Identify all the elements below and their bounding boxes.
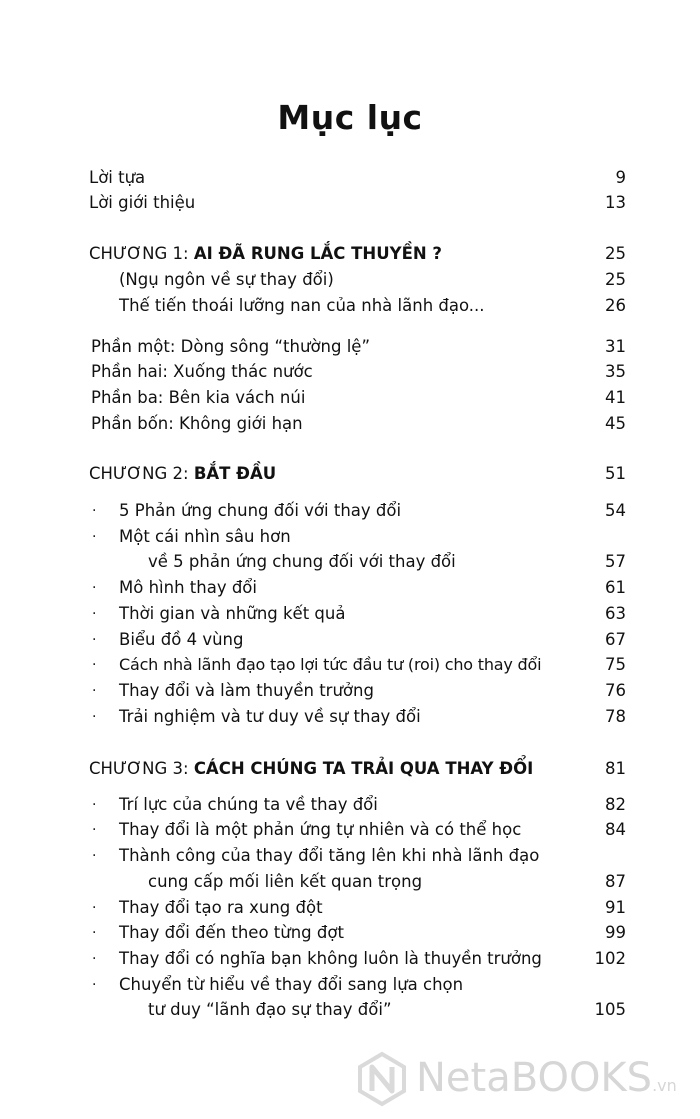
toc-page-number: 84 [605, 820, 626, 839]
chapter-title: BẮT ĐẦU [193, 464, 277, 483]
toc-page-number: 25 [605, 244, 626, 263]
toc-entry-continuation [0, 550, 700, 574]
toc-entry [0, 294, 700, 318]
toc-chapter-heading [0, 757, 700, 781]
toc-entry-title: Biểu đồ 4 vùng [119, 630, 244, 649]
toc-entry-title: Thay đổi tạo ra xung đột [119, 898, 323, 917]
toc-entry-title: Thế tiến thoái lưỡng nan của nhà lãnh đạo... [119, 296, 485, 315]
toc-entry [0, 705, 700, 729]
bullet-marker: · [92, 822, 97, 838]
toc-entry-title: Thay đổi là một phản ứng tự nhiên và có thể học [119, 820, 522, 839]
toc-page-number: 51 [605, 464, 626, 483]
bullet-marker: · [92, 951, 97, 967]
toc-entry [0, 973, 700, 997]
toc-entry [0, 653, 700, 677]
toc-page-number: 75 [605, 655, 626, 674]
bullet-marker: · [92, 925, 97, 941]
toc-entry-title: Lời tựa [89, 168, 146, 187]
watermark-brand: NetaBOOKS [416, 1055, 653, 1101]
toc-page-number: 54 [605, 501, 626, 520]
chapter-label: CHƯƠNG 2: [89, 464, 194, 483]
toc-entry-title: Phần hai: Xuống thác nước [91, 362, 313, 381]
toc-page-number: 81 [605, 759, 626, 778]
toc-entry-title: (Ngụ ngôn về sự thay đổi) [119, 270, 334, 289]
toc-entry [0, 947, 700, 971]
bullet-marker: · [92, 683, 97, 699]
toc-page-number: 9 [615, 168, 626, 187]
toc-entry-continuation [0, 998, 700, 1022]
page-title: Mục lục [277, 98, 423, 137]
toc-entry [0, 360, 700, 384]
toc-entry [0, 679, 700, 703]
toc-page-number: 45 [605, 414, 626, 433]
toc-chapter-heading [0, 242, 700, 266]
toc-page-number: 26 [605, 296, 626, 315]
toc-entry-title: về 5 phản ứng chung đối với thay đổi [148, 552, 456, 571]
netabooks-watermark [354, 1049, 694, 1109]
toc-entry-title: Trải nghiệm và tư duy về sự thay đổi [119, 707, 421, 726]
toc-entry-title: tư duy “lãnh đạo sự thay đổi” [148, 1000, 392, 1019]
bullet-marker: · [92, 529, 97, 545]
toc-page-number: 91 [605, 898, 626, 917]
chapter-title: AI ĐÃ RUNG LẮC THUYỀN ? [193, 244, 442, 263]
toc-page-number: 61 [605, 578, 626, 597]
bullet-marker: · [92, 657, 97, 673]
toc-page-number: 13 [605, 193, 626, 212]
toc-entry-title: Phần bốn: Không giới hạn [91, 414, 303, 433]
toc-page-number: 102 [594, 949, 626, 968]
toc-entry-title: Thay đổi và làm thuyền trưởng [119, 681, 374, 700]
toc-entry [0, 499, 700, 523]
toc-entry-title: Phần ba: Bên kia vách núi [91, 388, 306, 407]
toc-entry [0, 268, 700, 292]
toc-entry-title: Cách nhà lãnh đạo tạo lợi tức đầu tư (roi) cho thay đổi [119, 655, 542, 674]
toc-page-number: 57 [605, 552, 626, 571]
toc-entry-title: Lời giới thiệu [89, 193, 196, 212]
toc-entry-title: Chuyển từ hiểu về thay đổi sang lựa chọn [119, 975, 464, 994]
bullet-marker: · [92, 848, 97, 864]
toc-entry [0, 602, 700, 626]
bullet-marker: · [92, 709, 97, 725]
toc-entry-title: 5 Phản ứng chung đối với thay đổi [119, 501, 402, 520]
toc-entry [0, 628, 700, 652]
toc-page-number: 99 [605, 923, 626, 942]
toc-page-number: 25 [605, 270, 626, 289]
chapter-label: CHƯƠNG 3: [89, 759, 194, 778]
toc-page-number: 31 [605, 337, 626, 356]
toc-entry [0, 386, 700, 410]
toc-page-number: 63 [605, 604, 626, 623]
chapter-title: CÁCH CHÚNG TA TRẢI QUA THAY ĐỔI [193, 759, 534, 778]
toc-entry-title: Thành công của thay đổi tăng lên khi nhà lãnh đạo [119, 846, 540, 865]
toc-page-number: 67 [605, 630, 626, 649]
toc-page-number: 35 [605, 362, 626, 381]
toc-entry [0, 844, 700, 868]
toc-entry-title: Phần một: Dòng sông “thường lệ” [91, 337, 370, 356]
bullet-marker: · [92, 632, 97, 648]
bullet-marker: · [92, 580, 97, 596]
toc-page-number: 82 [605, 795, 626, 814]
toc-entry-title: Thay đổi có nghĩa bạn không luôn là thuyền trưởng [119, 949, 542, 968]
netabooks-logo-icon [354, 1051, 410, 1107]
toc-entry-title: Một cái nhìn sâu hơn [119, 527, 291, 546]
bullet-marker: · [92, 503, 97, 519]
toc-page-number: 78 [605, 707, 626, 726]
toc-entry [0, 576, 700, 600]
toc-entry-continuation [0, 870, 700, 894]
toc-entry [0, 335, 700, 359]
chapter-label: CHƯƠNG 1: [89, 244, 194, 263]
toc-entry [0, 166, 700, 190]
toc-entry-title: Trí lực của chúng ta về thay đổi [119, 795, 378, 814]
toc-entry-title: cung cấp mối liên kết quan trọng [148, 872, 423, 891]
toc-page-number: 41 [605, 388, 626, 407]
bullet-marker: · [92, 900, 97, 916]
bullet-marker: · [92, 606, 97, 622]
toc-entry [0, 191, 700, 215]
toc-page-number: 105 [594, 1000, 626, 1019]
toc-entry [0, 412, 700, 436]
watermark-domain: .vn [652, 1076, 677, 1095]
toc-entry [0, 793, 700, 817]
toc-entry [0, 525, 700, 549]
toc-entry-title: Thay đổi đến theo từng đợt [119, 923, 344, 942]
toc-entry-title: Mô hình thay đổi [119, 578, 257, 597]
toc-page-number: 87 [605, 872, 626, 891]
bullet-marker: · [92, 977, 97, 993]
toc-chapter-heading [0, 462, 700, 486]
toc-page-number: 76 [605, 681, 626, 700]
toc-entry [0, 896, 700, 920]
toc-entry [0, 818, 700, 842]
bullet-marker: · [92, 797, 97, 813]
toc-entry-title: Thời gian và những kết quả [119, 604, 346, 623]
toc-entry [0, 921, 700, 945]
